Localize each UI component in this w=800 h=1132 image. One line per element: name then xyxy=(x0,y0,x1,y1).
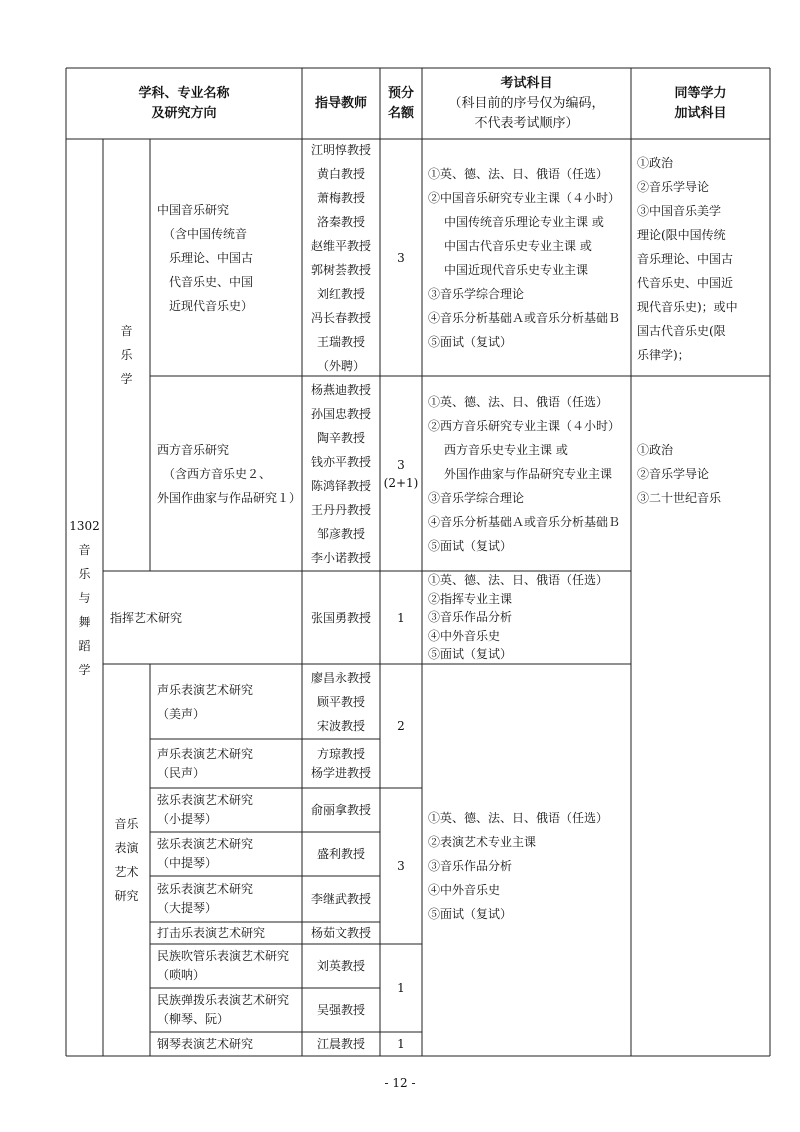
tutor-name: 孙国忠教授 xyxy=(310,406,371,421)
tutors-suona xyxy=(302,944,380,988)
direction-viola xyxy=(150,832,302,876)
discipline-code: 1302 xyxy=(69,518,100,533)
extra-item: 理论(限中国传统 xyxy=(637,228,726,242)
exam-item: ③音乐作品分析 xyxy=(428,610,513,625)
direction-line: 声乐表演艺术研究 xyxy=(157,746,254,761)
exam-item: ①英、德、法、日、俄语（任选） xyxy=(428,573,609,588)
tutor-name: 钱亦平教授 xyxy=(310,454,371,469)
extra-item: ③二十世纪音乐 xyxy=(637,490,722,505)
major-musicology xyxy=(103,139,150,571)
tutors-vocal-folk xyxy=(302,739,380,788)
exam-item: ④音乐分析基础Ａ或音乐分析基础Ｂ xyxy=(428,310,621,325)
major-line: 研究 xyxy=(114,889,139,903)
header-subject-line-1: 学科、专业名称 xyxy=(138,85,230,101)
tutor-name: 陈鸿铎教授 xyxy=(310,478,371,493)
major-line: 表演 xyxy=(114,841,139,855)
discipline-char: 与 xyxy=(78,590,91,605)
direction-line: 民族弹拨乐表演艺术研究 xyxy=(157,993,290,1007)
exam-item: ④中外音乐史 xyxy=(428,883,501,897)
direction-line: （小提琴） xyxy=(157,812,218,826)
exam-item: 中国古代音乐史专业主课 或 xyxy=(444,238,592,253)
direction-line: 西方音乐研究 xyxy=(157,442,230,457)
discipline-char: 舞 xyxy=(78,614,91,629)
tutor-name: 李继武教授 xyxy=(310,892,371,906)
quota-folk xyxy=(380,944,422,1032)
tutor-name: 刘红教授 xyxy=(316,286,365,301)
direction-vocal-folk xyxy=(150,739,302,788)
extra-item: ③中国音乐美学 xyxy=(637,204,722,218)
direction-line: 代音乐史、中国 xyxy=(169,274,254,289)
quota-western-music xyxy=(380,376,422,571)
direction-violin xyxy=(150,788,302,832)
exams-chinese-music xyxy=(422,139,631,376)
extra-item: ②音乐学导论 xyxy=(637,180,710,194)
tutor-name: 江明惇教授 xyxy=(310,142,371,157)
header-extra xyxy=(631,68,770,139)
exam-item: ④音乐分析基础Ａ或音乐分析基础Ｂ xyxy=(428,514,621,529)
header-exam-line-1: 考试科目 xyxy=(500,75,553,91)
tutors-percussion xyxy=(302,922,380,944)
quota-conducting xyxy=(380,571,422,664)
direction-line: （美声） xyxy=(157,706,206,721)
exam-item: ②表演艺术专业主课 xyxy=(428,835,537,849)
exam-item: ⑤面试（复试） xyxy=(428,647,513,662)
major-char: 乐 xyxy=(120,348,133,362)
quota-value: 1 xyxy=(397,610,405,625)
exam-item: 中国传统音乐理论专业主课 或 xyxy=(444,214,604,229)
tutor-name: 江晨教授 xyxy=(316,1037,365,1051)
tutor-name: 宋波教授 xyxy=(316,718,365,733)
exam-item: ⑤面试（复试） xyxy=(428,907,513,921)
direction-pipa xyxy=(150,988,302,1032)
tutor-name: 郭树荟教授 xyxy=(310,262,371,277)
quota-value: 1 xyxy=(397,981,405,995)
direction-line: 弦乐表演艺术研究 xyxy=(157,882,254,896)
quota-strings-percussion xyxy=(380,788,422,944)
tutor-name: 冯长春教授 xyxy=(310,310,371,325)
exam-item: ④中外音乐史 xyxy=(428,628,501,643)
exams-performance xyxy=(422,788,631,944)
tutor-name: 廖昌永教授 xyxy=(310,670,371,685)
exam-item: ⑤面试（复试） xyxy=(428,334,513,349)
exam-item: ③音乐学综合理论 xyxy=(428,286,525,301)
tutor-name: 黄白教授 xyxy=(316,166,365,181)
direction-line: （含西方音乐史２、 xyxy=(163,466,272,481)
tutor-name: 方琼教授 xyxy=(316,746,365,761)
tutor-name: 刘英教授 xyxy=(316,959,365,973)
quota-value: 2 xyxy=(397,719,405,733)
major-line: 音乐 xyxy=(114,817,139,831)
direction-line: 声乐表演艺术研究 xyxy=(157,682,254,697)
tutor-name: 李小诺教授 xyxy=(310,550,371,565)
direction-line: 近现代音乐史） xyxy=(169,298,254,313)
direction-vocal-bel-canto xyxy=(150,664,302,739)
exam-item: ①英、德、法、日、俄语（任选） xyxy=(428,166,609,181)
header-subject-line-2: 及研究方向 xyxy=(151,105,217,121)
major-char: 音 xyxy=(120,324,133,338)
tutor-name: 赵维平教授 xyxy=(310,238,371,253)
header-exam-line-2: （科目前的序号仅为编码， xyxy=(448,95,605,111)
header-tutor xyxy=(302,68,380,139)
discipline-char: 学 xyxy=(78,662,91,677)
tutor-name: 顾平教授 xyxy=(316,694,365,709)
tutor-name: 俞丽拿教授 xyxy=(310,803,371,817)
exam-item: ③音乐学综合理论 xyxy=(428,490,525,505)
exam-item: ②中国音乐研究专业主课（４小时） xyxy=(428,190,621,205)
extra-item: ②音乐学导论 xyxy=(637,466,710,481)
tutor-name: 王丹丹教授 xyxy=(310,502,371,517)
exam-item: 西方音乐史专业主课 或 xyxy=(444,442,568,457)
discipline-char: 蹈 xyxy=(78,638,91,653)
direction-line: 钢琴表演艺术研究 xyxy=(157,1037,254,1051)
direction-conducting xyxy=(103,571,302,664)
quota-piano xyxy=(380,1032,422,1056)
tutors-cello xyxy=(302,876,380,922)
direction-percussion xyxy=(150,922,302,944)
direction-suona xyxy=(150,944,302,988)
direction-line: （唢呐） xyxy=(157,968,206,982)
header-quota-line-1: 预分 xyxy=(387,85,414,101)
exam-item: 外国作曲家与作品研究专业主课 xyxy=(444,466,613,481)
header-quota-line-2: 名额 xyxy=(387,105,414,121)
exam-item: ③音乐作品分析 xyxy=(428,859,513,873)
header-subject xyxy=(66,68,302,139)
quota-value: 3 xyxy=(397,859,405,873)
direction-line: 中国音乐研究 xyxy=(157,202,230,217)
header-quota xyxy=(380,68,422,139)
header-extra-line-2: 加试科目 xyxy=(674,105,727,121)
direction-cello xyxy=(150,876,302,922)
major-performance xyxy=(103,664,150,1056)
quota-value: 3 xyxy=(397,457,405,472)
direction-western-music xyxy=(150,376,302,571)
tutor-name: 陶辛教授 xyxy=(316,430,365,445)
extra-item: 乐律学)； xyxy=(637,348,690,362)
header-extra-line-1: 同等学力 xyxy=(674,85,727,101)
tutors-western-music xyxy=(302,376,380,571)
exams-western-music xyxy=(422,376,631,571)
direction-chinese-music xyxy=(150,139,302,376)
header-exam xyxy=(422,68,631,139)
direction-line: 指挥艺术研究 xyxy=(110,610,183,625)
direction-line: 打击乐表演艺术研究 xyxy=(157,926,266,940)
page-number: - 12 - xyxy=(384,1076,416,1090)
tutor-note: （外聘） xyxy=(316,358,365,373)
extra-item: 代音乐史、中国近 xyxy=(637,276,734,290)
exam-item: ②指挥专业主课 xyxy=(428,591,513,606)
exam-item: 中国近现代音乐史专业主课 xyxy=(444,262,589,277)
tutor-name: 杨茹文教授 xyxy=(310,926,371,940)
extra-chinese-music xyxy=(631,139,770,376)
tutor-name: 杨燕迪教授 xyxy=(310,382,371,397)
header-exam-line-3: 不代表考试顺序） xyxy=(474,115,579,131)
exam-item: ①英、德、法、日、俄语（任选） xyxy=(428,394,609,409)
extra-item: ①政治 xyxy=(637,442,674,457)
direction-line: 民族吹管乐表演艺术研究 xyxy=(157,949,290,963)
tutors-chinese-music xyxy=(302,139,380,376)
tutors-viola xyxy=(302,832,380,876)
quota-breakdown: (2+1) xyxy=(383,475,419,490)
direction-line: （柳琴、阮） xyxy=(157,1012,230,1026)
tutor-name: 洛秦教授 xyxy=(316,214,365,229)
tutor-name: 盛利教授 xyxy=(316,847,365,861)
exams-conducting xyxy=(422,571,631,664)
tutors-piano xyxy=(302,1032,380,1056)
direction-line: 弦乐表演艺术研究 xyxy=(157,793,254,807)
exam-item: ⑤面试（复试） xyxy=(428,538,513,553)
extra-item: ①政治 xyxy=(637,156,674,170)
extra-item: 音乐理论、中国古 xyxy=(637,252,734,266)
tutors-vocal-bel-canto xyxy=(302,664,380,739)
quota-chinese-music xyxy=(380,139,422,376)
discipline-char: 乐 xyxy=(78,566,91,581)
discipline-char: 音 xyxy=(78,542,91,557)
direction-line: （民声） xyxy=(157,765,206,780)
tutor-name: 王瑞教授 xyxy=(316,334,365,349)
direction-line: （含中国传统音 xyxy=(163,226,248,241)
major-line: 艺术 xyxy=(114,865,139,879)
tutors-violin xyxy=(302,788,380,832)
discipline-label xyxy=(66,139,103,1056)
extra-item: 国古代音乐史(限 xyxy=(637,324,726,338)
direction-line: 乐理论、中国古 xyxy=(169,250,254,265)
tutors-pipa xyxy=(302,988,380,1032)
extra-item: 现代音乐史)；或中 xyxy=(637,300,738,314)
tutor-name: 张国勇教授 xyxy=(310,610,371,625)
tutor-name: 杨学进教授 xyxy=(310,765,371,780)
direction-line: 外国作曲家与作品研究１） xyxy=(157,490,302,505)
header-tutor-text: 指导教师 xyxy=(314,95,367,111)
exam-item: ②西方音乐研究专业主课（４小时） xyxy=(428,418,621,433)
quota-vocal xyxy=(380,664,422,788)
tutor-name: 邹彦教授 xyxy=(316,526,365,541)
tutors-conducting xyxy=(302,571,380,664)
direction-line: （大提琴） xyxy=(157,901,218,915)
tutor-name: 吴强教授 xyxy=(316,1003,365,1017)
direction-line: 弦乐表演艺术研究 xyxy=(157,837,254,851)
quota-value: 3 xyxy=(397,250,405,265)
quota-value: 1 xyxy=(397,1037,405,1051)
exam-item: ①英、德、法、日、俄语（任选） xyxy=(428,811,609,825)
direction-line: （中提琴） xyxy=(157,856,218,870)
direction-piano xyxy=(150,1032,302,1056)
extra-western-music xyxy=(631,376,770,571)
tutor-name: 萧梅教授 xyxy=(316,190,365,205)
major-char: 学 xyxy=(120,372,133,386)
